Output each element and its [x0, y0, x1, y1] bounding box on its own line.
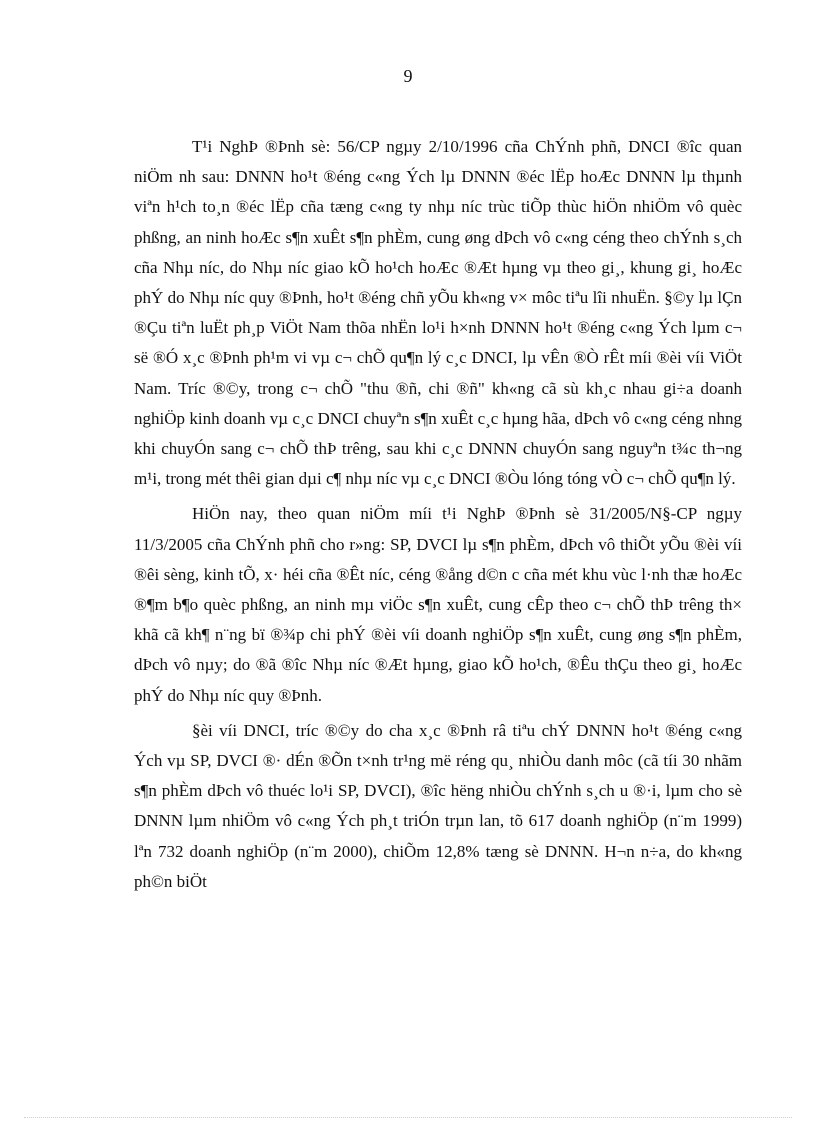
paragraph-1: T¹i NghÞ ®Þnh sè: 56/CP ngµy 2/10/1996 cña ChÝnh phñ, DNCI ®îc quan niÖm nh sau: DNNN ho¹t ®éng c«ng Ých lµ DNNN ®éc lËp hoÆc DNNN lµ thµnh viªn h¹ch to¸n ®éc lËp cña tæng c«ng ty nhµ níc trùc tiÕp thùc hiÖn nhiÖm vô quèc phßng, an ninh hoÆc s¶n xuÊt s¶n phÈm, cung øng dÞch vô c«ng céng theo chÝnh s¸ch cña Nhµ níc, do Nhµ níc giao kÕ ho¹ch hoÆc ®Æt hµng vµ theo gi¸, khung gi¸ hoÆc phÝ do Nhµ níc quy ®Þnh, ho¹t ®éng chñ yÕu kh«ng v× môc tiªu lîi nhuËn. §©y lµ lÇn ®Çu tiªn luËt ph¸p ViÖt Nam thõa nhËn lo¹i h×nh DNNN ho¹t ®éng c«ng Ých lµm c¬ së ®Ó x¸c ®Þnh ph¹m vi vµ c¬ chÕ qu¶n lý c¸c DNCI, lµ vÊn ®Ò rÊt míi ®èi víi ViÖt Nam. Tríc ®©y, trong c¬ chÕ "thu ®ñ, chi ®ñ" kh«ng cã sù kh¸c nhau gi÷a doanh nghiÖp kinh doanh vµ c¸c DNCI chuyªn s¶n xuÊt c¸c hµng hãa, dÞch vô c«ng céng nhng khi chuyÓn sang c¬ chÕ thÞ trêng, sau khi c¸c DNNN chuyÓn sang nguyªn t¾c th¬ng m¹i, trong mét thêi gian dµi c¶ nhµ níc vµ c¸c DNCI ®Òu lóng tóng vÒ c¬ chÕ qu¶n lý.	[134, 137, 742, 489]
page-bottom-divider	[24, 1117, 792, 1118]
paragraph-3: §èi víi DNCI, tríc ®©y do cha x¸c ®Þnh râ tiªu chÝ DNNN ho¹t ®éng c«ng Ých vµ SP, DVCI ®· dÉn ®Õn t×nh tr¹ng më réng qu¸ nhiÒu danh môc (cã tíi 30 nhãm s¶n phÈm dÞch vô thuéc lo¹i SP, DVCI), ®îc hëng nhiÒu chÝnh s¸ch u ®·i, lµm cho sè DNNN lµm nhiÖm vô c«ng Ých ph¸t triÓn trµn lan, tõ 617 doanh nghiÖp (n¨m 1999) lªn 732 doanh nghiÖp (n¨m 2000), chiÕm 12,8% tæng sè DNNN. H¬n n÷a, do kh«ng ph©n biÖt	[134, 720, 742, 891]
page-number: 9	[403, 66, 413, 86]
paragraph-2: HiÖn nay, theo quan niÖm míi t¹i NghÞ ®Þnh sè 31/2005/N§-CP ngµy 11/3/2005 cña ChÝnh phñ cho r»ng: SP, DVCI lµ s¶n phÈm, dÞch vô thiÕt yÕu ®èi víi ®êi sèng, kinh tÕ, x· héi cña ®Êt níc, céng ®ång d©n c cña mét khu vùc l·nh thæ hoÆc ®¶m b¶o quèc phßng, an ninh mµ viÖc s¶n xuÊt, cung cÊp theo c¬ chÕ thÞ trêng th× khã cã kh¶ n¨ng bï ®¾p chi phÝ ®èi víi doanh nghiÖp s¶n xuÊt, cung øng s¶n phÈm, dÞch vô nµy; do ®ã ®îc Nhµ níc ®Æt hµng, giao kÕ ho¹ch, ®Êu thÇu theo gi¸ hoÆc phÝ do Nhµ níc quy ®Þnh.	[134, 504, 742, 705]
document-body	[134, 132, 742, 902]
